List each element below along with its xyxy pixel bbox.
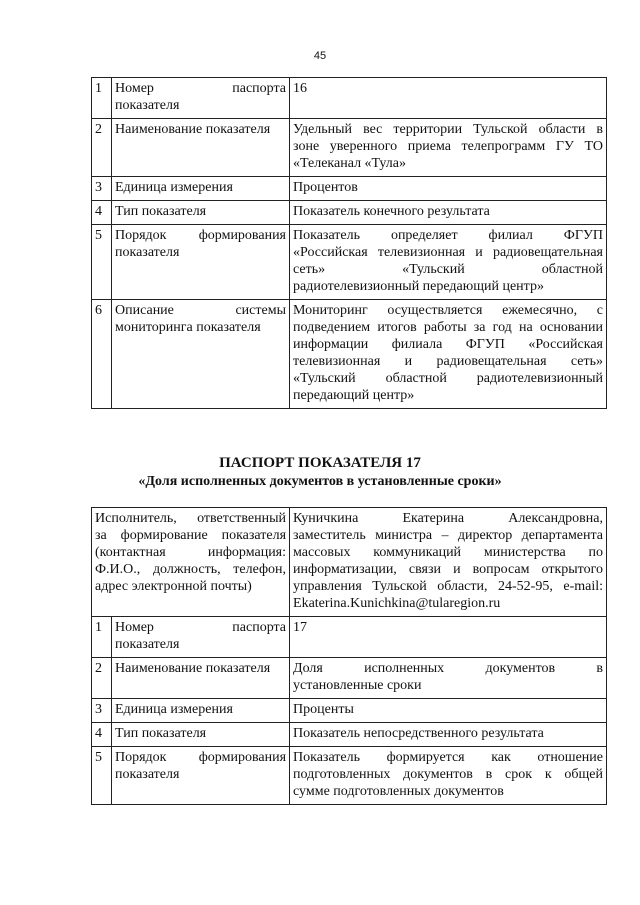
table-row: [92, 699, 607, 723]
text-line: Показатель определяет филиал ФГУП: [293, 228, 603, 243]
text-line: радиотелевизионный передающий центр»: [293, 279, 544, 294]
text-line: Наименование показателя: [115, 661, 271, 676]
row-label: [112, 699, 290, 723]
passport-17-subtitle: «Доля исполненных документов в установленные сроки»: [138, 474, 502, 489]
text-line: Тип показателя: [115, 204, 207, 219]
row-label: [112, 617, 290, 658]
row-value: [290, 119, 607, 177]
table-row: [92, 201, 607, 225]
text-line: информации филиала ФГУП «Российская: [293, 337, 603, 352]
text-line: показателя: [115, 98, 180, 113]
passport-16-table: [91, 77, 607, 409]
text-line: Ekaterina.Kunichkina@tularegion.ru: [293, 596, 501, 611]
text-line: «Телеканал «Тула»: [293, 156, 406, 171]
row-label: [112, 119, 290, 177]
row-label: [112, 201, 290, 225]
text-line: Единица измерения: [115, 702, 233, 717]
text-line: установленные сроки: [293, 678, 422, 693]
row-label: [112, 225, 290, 300]
text-line: адрес электронной почты): [95, 579, 252, 594]
row-value: [290, 617, 607, 658]
row-value: [290, 658, 607, 699]
row-label: [112, 723, 290, 747]
text-line: Ф.И.О., должность, телефон,: [95, 562, 287, 577]
text-line: «Российская телевизионная и радиовещательная: [293, 245, 603, 260]
text-line: Порядок формирования: [115, 750, 287, 765]
text-line: Исполнитель, ответственный: [95, 511, 287, 526]
text-line: показателя: [115, 245, 180, 260]
row-label: [112, 300, 290, 409]
row-label: [112, 177, 290, 201]
text-line: телевизионная и радиовещательная сеть»: [293, 354, 603, 369]
text-line: Процентов: [293, 180, 358, 195]
row-value: [290, 723, 607, 747]
text-line: передающий центр»: [293, 388, 415, 403]
row-value: [290, 747, 607, 805]
page-number: 45: [313, 50, 327, 62]
text-line: Удельный вес территории Тульской области в: [293, 122, 603, 137]
row-number: 2: [92, 658, 112, 699]
passport-16-body: [92, 78, 607, 409]
text-line: Показатель непосредственного результата: [293, 726, 544, 741]
table-row: [92, 723, 607, 747]
executor-value: [290, 508, 607, 617]
row-number: 2: [92, 119, 112, 177]
passport-17-title: ПАСПОРТ ПОКАЗАТЕЛЯ 17: [219, 455, 421, 471]
row-value: [290, 300, 607, 409]
row-value: [290, 225, 607, 300]
row-value: [290, 78, 607, 119]
row-number: 4: [92, 201, 112, 225]
row-number: 1: [92, 617, 112, 658]
text-line: показателя: [115, 637, 180, 652]
text-line: Мониторинг осуществляется ежемесячно, с: [293, 303, 603, 318]
table-row: [92, 225, 607, 300]
text-line: Описание системы: [115, 303, 286, 318]
text-line: Наименование показателя: [115, 122, 271, 137]
text-line: заместитель министра – директор департамента: [293, 528, 604, 543]
row-label: [112, 78, 290, 119]
text-line: управления Тульской области, 24-52-95, e-mail:: [293, 579, 604, 594]
executor-row: [92, 508, 607, 617]
text-line: информатизации, связи и вопросам открытого: [293, 562, 604, 577]
row-label: [112, 747, 290, 805]
row-number: 3: [92, 177, 112, 201]
text-line: подведением итогов работы за год на основании: [293, 320, 603, 335]
text-line: Проценты: [293, 702, 354, 717]
text-line: подготовленных документов в срок к общей: [293, 767, 604, 782]
text-line: Куничкина Екатерина Александровна,: [293, 511, 604, 526]
text-line: за формирование показателя: [95, 528, 287, 543]
passport-17-body: [92, 508, 607, 805]
text-line: 16: [293, 81, 307, 96]
text-line: зоне уверенного приема телепрограмм ГУ ТО: [293, 139, 603, 154]
table-row: [92, 658, 607, 699]
text-line: Показатель конечного результата: [293, 204, 490, 219]
table-row: [92, 78, 607, 119]
text-line: Номер паспорта: [115, 81, 286, 96]
text-line: Номер паспорта: [115, 620, 287, 635]
table-row: [92, 747, 607, 805]
text-line: Единица измерения: [115, 180, 233, 195]
row-number: 1: [92, 78, 112, 119]
text-line: Доля исполненных документов в: [293, 661, 604, 676]
table-row: [92, 119, 607, 177]
row-value: [290, 201, 607, 225]
text-line: сеть» «Тульский областной: [293, 262, 603, 277]
row-value: [290, 699, 607, 723]
row-value: [290, 177, 607, 201]
text-line: (контактная информация:: [95, 545, 287, 560]
row-label: [112, 658, 290, 699]
text-line: «Тульский областной радиотелевизионный: [293, 371, 603, 386]
row-number: 3: [92, 699, 112, 723]
text-line: массовых коммуникаций министерства по: [293, 545, 604, 560]
text-line: показателя: [115, 767, 180, 782]
row-number: 5: [92, 747, 112, 805]
table-row: [92, 617, 607, 658]
text-line: Показатель формируется как отношение: [293, 750, 604, 765]
executor-label: [92, 508, 290, 617]
text-line: мониторинга показателя: [115, 320, 261, 335]
text-line: Порядок формирования: [115, 228, 286, 243]
text-line: сумме подготовленных документов: [293, 784, 504, 799]
row-number: 5: [92, 225, 112, 300]
text-line: 17: [293, 620, 308, 635]
passport-17-table: [91, 507, 607, 805]
row-number: 4: [92, 723, 112, 747]
table-row: [92, 177, 607, 201]
row-number: 6: [92, 300, 112, 409]
text-line: Тип показателя: [115, 726, 207, 741]
table-row: [92, 300, 607, 409]
